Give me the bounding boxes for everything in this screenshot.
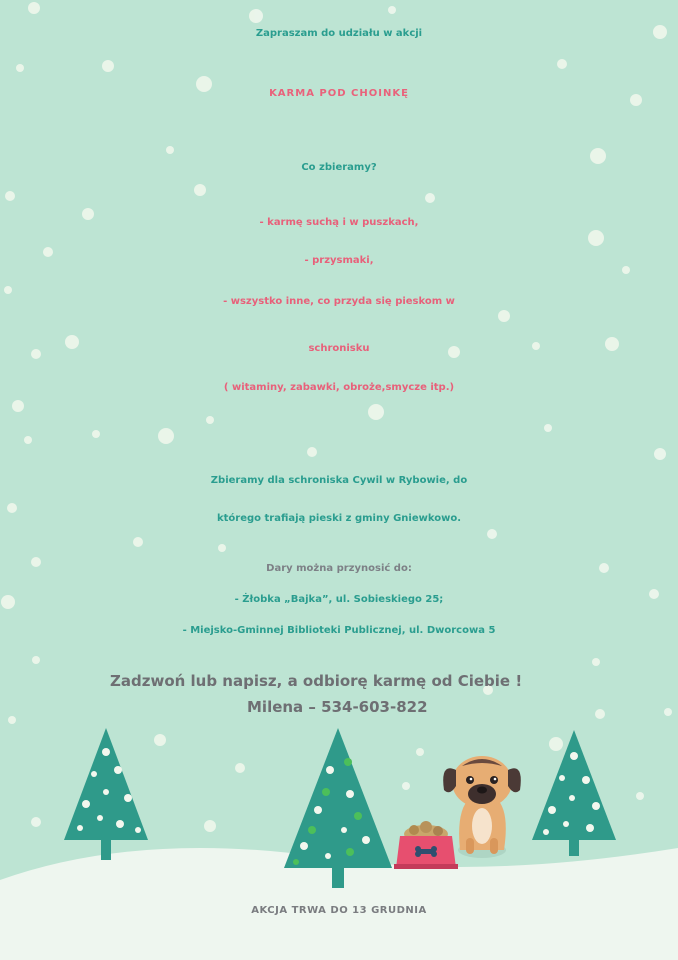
collect-item: - karmę suchą i w puszkach,: [259, 217, 419, 228]
dog-icon: [443, 756, 521, 858]
winter-scene: [0, 700, 678, 960]
donation-place: - Miejsko-Gminnej Biblioteki Publicznej, ul. Dworcowa 5: [182, 625, 496, 636]
donation-place: - Żłobka „Bajka”, ul. Sobieskiego 25;: [234, 594, 444, 605]
christmas-tree-icon: [532, 730, 616, 856]
contact-person: Milena – 534-603-822: [247, 698, 428, 716]
question-heading: Co zbieramy?: [301, 162, 377, 173]
shelter-text-line: Zbieramy dla schroniska Cywil w Rybowie, do: [210, 475, 468, 486]
christmas-tree-icon: [64, 728, 148, 860]
shelter-text-line: którego trafiają pieski z gminy Gniewkowo.: [216, 513, 462, 524]
donation-heading: Dary można przynosić do:: [266, 563, 412, 574]
collect-item: ( witaminy, zabawki, obroże,smycze itp.): [223, 382, 455, 393]
footer-text: AKCJA TRWA DO 13 GRUDNIA: [251, 905, 427, 916]
collect-item: - wszystko inne, co przyda się pieskom w: [223, 296, 455, 307]
collect-item: - przysmaki,: [304, 255, 374, 266]
intro-text: Zapraszam do udziału w akcji: [255, 28, 423, 39]
poster-title: KARMA POD CHOINKĘ: [269, 88, 409, 99]
food-bowl-icon: [394, 821, 458, 869]
collect-item: schronisku: [308, 343, 370, 354]
christmas-tree-icon: [284, 728, 392, 888]
contact-line: Zadzwoń lub napisz, a odbiorę karmę od Ciebie !: [110, 672, 523, 690]
